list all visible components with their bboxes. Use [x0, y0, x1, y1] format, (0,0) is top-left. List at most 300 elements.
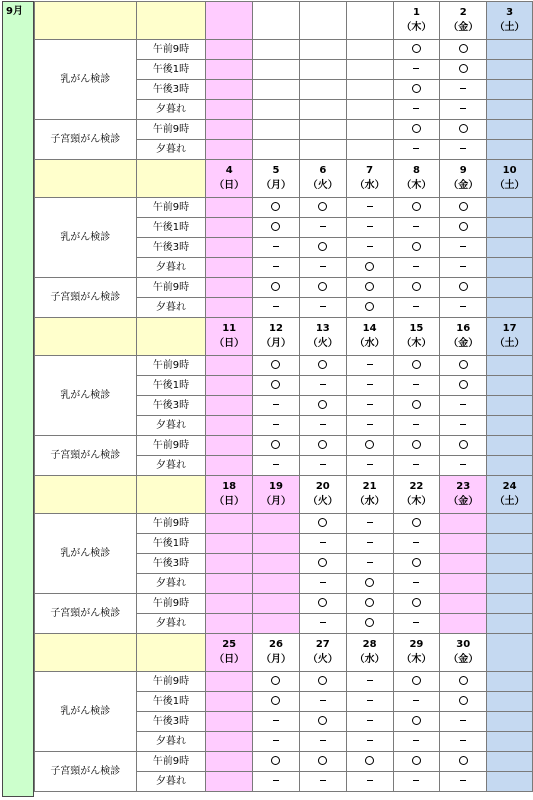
availability-cell: [253, 554, 300, 574]
availability-cell: [393, 258, 440, 278]
unavailable-mark: [320, 622, 326, 623]
exam-name-cell: [35, 198, 137, 278]
available-mark: [459, 222, 468, 231]
table-row: [35, 40, 533, 60]
availability-cell: [299, 356, 346, 376]
availability-cell: [206, 712, 253, 732]
unavailable-mark: [367, 700, 373, 701]
date-cell: [487, 160, 533, 198]
availability-cell: [253, 218, 300, 238]
date-number: 15: [409, 323, 424, 334]
available-mark: [318, 282, 327, 291]
unavailable-mark: [367, 542, 373, 543]
availability-cell: [346, 356, 393, 376]
date-cell: [206, 318, 253, 356]
available-mark: [318, 242, 327, 251]
exam-name-cell: [35, 40, 137, 120]
date-cell: [299, 160, 346, 198]
available-mark: [412, 282, 421, 291]
hdr-exam-cell: [35, 318, 137, 356]
availability-cell: [393, 732, 440, 752]
available-mark: [412, 716, 421, 725]
weekday-label: （水）: [354, 654, 385, 665]
available-mark: [459, 124, 468, 133]
available-mark: [459, 756, 468, 765]
date-number: 3: [506, 7, 514, 18]
weekday-label: （日）: [214, 180, 245, 191]
availability-cell: [299, 534, 346, 554]
date-cell: [299, 476, 346, 514]
availability-cell: [487, 140, 533, 160]
availability-cell: [440, 514, 487, 534]
unavailable-mark: [320, 384, 326, 385]
date-cell: [253, 160, 300, 198]
available-mark: [412, 440, 421, 449]
unavailable-mark: [320, 780, 326, 781]
availability-cell: [393, 712, 440, 732]
availability-cell: [440, 198, 487, 218]
availability-cell: [299, 218, 346, 238]
date-number: 24: [502, 481, 517, 492]
availability-cell: [299, 554, 346, 574]
week-header-row: [35, 634, 533, 672]
time-slot-cell: 夕暮れ: [136, 732, 206, 752]
unavailable-mark: [367, 720, 373, 721]
date-number: 29: [409, 639, 424, 650]
availability-cell: [346, 198, 393, 218]
time-slot-cell: 午後1時: [136, 376, 206, 396]
availability-cell: [346, 514, 393, 534]
availability-cell: [440, 258, 487, 278]
availability-cell: [346, 712, 393, 732]
availability-cell: [206, 692, 253, 712]
availability-cell: [393, 672, 440, 692]
date-cell: [440, 634, 487, 672]
availability-cell: [253, 732, 300, 752]
unavailable-mark: [413, 740, 419, 741]
availability-cell: [393, 278, 440, 298]
available-mark: [412, 756, 421, 765]
date-number: 20: [315, 481, 330, 492]
date-cell: [206, 476, 253, 514]
available-mark: [459, 676, 468, 685]
availability-cell: [440, 574, 487, 594]
date-number: 7: [366, 165, 374, 176]
availability-cell: [253, 772, 300, 792]
unavailable-mark: [273, 404, 279, 405]
unavailable-mark: [320, 424, 326, 425]
available-mark: [365, 598, 374, 607]
available-mark: [271, 440, 280, 449]
available-mark: [412, 242, 421, 251]
availability-cell: [206, 732, 253, 752]
weekday-label: （土）: [494, 22, 525, 33]
availability-cell: [206, 594, 253, 614]
unavailable-mark: [413, 148, 419, 149]
availability-cell: [253, 278, 300, 298]
unavailable-mark: [273, 306, 279, 307]
availability-cell: [253, 456, 300, 476]
availability-cell: [393, 692, 440, 712]
availability-cell: [346, 218, 393, 238]
availability-cell: [393, 100, 440, 120]
availability-cell: [487, 534, 533, 554]
available-mark: [271, 222, 280, 231]
unavailable-mark: [413, 622, 419, 623]
date-number: 6: [319, 165, 327, 176]
time-slot-cell: 午前9時: [136, 356, 206, 376]
availability-cell: [299, 692, 346, 712]
available-mark: [365, 282, 374, 291]
availability-cell: [206, 514, 253, 534]
hdr-exam-cell: [35, 160, 137, 198]
availability-cell: [253, 238, 300, 258]
availability-cell: [253, 534, 300, 554]
availability-cell: [346, 278, 393, 298]
available-mark: [365, 440, 374, 449]
available-mark: [365, 618, 374, 627]
date-number: 12: [269, 323, 283, 334]
availability-cell: [206, 416, 253, 436]
date-cell: [393, 2, 440, 40]
unavailable-mark: [367, 464, 373, 465]
date-cell: [440, 476, 487, 514]
time-slot-cell: 夕暮れ: [136, 772, 206, 792]
availability-cell: [487, 416, 533, 436]
weekday-label: （水）: [354, 496, 385, 507]
availability-cell: [206, 100, 253, 120]
month-column: [2, 1, 34, 797]
availability-cell: [440, 712, 487, 732]
unavailable-mark: [367, 206, 373, 207]
unavailable-mark: [273, 464, 279, 465]
date-cell: [253, 318, 300, 356]
unavailable-mark: [320, 740, 326, 741]
available-mark: [412, 202, 421, 211]
availability-cell: [487, 100, 533, 120]
available-mark: [412, 44, 421, 53]
hdr-slot-cell: [136, 2, 206, 40]
weekday-label: （木）: [401, 22, 432, 33]
date-number: 5: [272, 165, 280, 176]
availability-cell: [346, 732, 393, 752]
table-row: [35, 120, 533, 140]
weekday-label: （日）: [214, 496, 245, 507]
availability-cell: [206, 40, 253, 60]
availability-cell: [440, 60, 487, 80]
hdr-slot-cell: [136, 160, 206, 198]
availability-cell: [253, 436, 300, 456]
unavailable-mark: [367, 384, 373, 385]
time-slot-cell: 夕暮れ: [136, 416, 206, 436]
exam-name-cell: [35, 594, 137, 634]
availability-cell: [346, 140, 393, 160]
availability-cell: [440, 40, 487, 60]
time-slot-cell: 午前9時: [136, 514, 206, 534]
availability-cell: [346, 298, 393, 318]
hdr-exam-cell: [35, 476, 137, 514]
availability-cell: [487, 376, 533, 396]
weekday-label: （金）: [448, 338, 479, 349]
availability-cell: [487, 692, 533, 712]
date-cell: [253, 2, 300, 40]
availability-cell: [346, 436, 393, 456]
unavailable-mark: [320, 226, 326, 227]
availability-cell: [346, 752, 393, 772]
date-number: 11: [222, 323, 237, 334]
availability-cell: [487, 218, 533, 238]
unavailable-mark: [460, 246, 466, 247]
availability-cell: [393, 218, 440, 238]
availability-cell: [393, 120, 440, 140]
availability-cell: [253, 752, 300, 772]
availability-cell: [299, 258, 346, 278]
time-slot-cell: 午後3時: [136, 238, 206, 258]
availability-cell: [440, 752, 487, 772]
unavailable-mark: [367, 522, 373, 523]
unavailable-mark: [460, 740, 466, 741]
week-header-row: [35, 2, 533, 40]
availability-cell: [487, 198, 533, 218]
date-cell: [346, 476, 393, 514]
availability-cell: [393, 574, 440, 594]
weekday-label: （月）: [260, 496, 291, 507]
availability-cell: [206, 198, 253, 218]
hdr-exam-cell: [35, 2, 137, 40]
date-cell: [440, 2, 487, 40]
available-mark: [459, 64, 468, 73]
availability-cell: [487, 60, 533, 80]
time-slot-cell: 午後3時: [136, 396, 206, 416]
time-slot-cell: 午前9時: [136, 198, 206, 218]
available-mark: [412, 598, 421, 607]
weekday-label: （日）: [214, 654, 245, 665]
availability-cell: [440, 238, 487, 258]
availability-cell: [440, 772, 487, 792]
availability-cell: [206, 258, 253, 278]
available-mark: [271, 380, 280, 389]
availability-cell: [440, 594, 487, 614]
availability-cell: [253, 60, 300, 80]
availability-cell: [440, 356, 487, 376]
available-mark: [412, 518, 421, 527]
availability-cell: [299, 40, 346, 60]
exam-name-cell: [35, 120, 137, 160]
table-row: [35, 356, 533, 376]
availability-cell: [253, 198, 300, 218]
time-slot-cell: 午後3時: [136, 80, 206, 100]
availability-cell: [440, 100, 487, 120]
available-mark: [459, 380, 468, 389]
date-cell: [346, 160, 393, 198]
date-number: 17: [502, 323, 517, 334]
date-cell: [487, 2, 533, 40]
availability-cell: [440, 140, 487, 160]
available-mark: [459, 44, 468, 53]
available-mark: [365, 302, 374, 311]
availability-cell: [206, 534, 253, 554]
availability-cell: [299, 772, 346, 792]
date-number: 21: [362, 481, 377, 492]
availability-cell: [206, 772, 253, 792]
week-header-row: [35, 160, 533, 198]
time-slot-cell: 午前9時: [136, 120, 206, 140]
available-mark: [318, 756, 327, 765]
date-cell: [440, 318, 487, 356]
weekday-label: （金）: [448, 496, 479, 507]
date-number: 9: [459, 165, 467, 176]
availability-cell: [206, 574, 253, 594]
availability-cell: [299, 436, 346, 456]
unavailable-mark: [413, 700, 419, 701]
table-row: [35, 594, 533, 614]
availability-cell: [299, 140, 346, 160]
table-row: [35, 672, 533, 692]
availability-cell: [253, 356, 300, 376]
unavailable-mark: [413, 464, 419, 465]
hdr-slot-cell: [136, 634, 206, 672]
availability-cell: [206, 376, 253, 396]
availability-cell: [299, 100, 346, 120]
availability-cell: [487, 772, 533, 792]
exam-name: 子宮頸がん検診: [50, 133, 121, 145]
availability-cell: [253, 396, 300, 416]
time-slot-cell: 午後1時: [136, 534, 206, 554]
availability-cell: [393, 60, 440, 80]
availability-cell: [393, 614, 440, 634]
availability-cell: [393, 298, 440, 318]
unavailable-mark: [367, 780, 373, 781]
date-number: 26: [269, 639, 283, 650]
date-number: 8: [412, 165, 420, 176]
date-number: 30: [456, 639, 471, 650]
date-cell: [393, 160, 440, 198]
time-slot-cell: 夕暮れ: [136, 140, 206, 160]
time-slot-cell: 午後1時: [136, 692, 206, 712]
unavailable-mark: [320, 266, 326, 267]
availability-cell: [393, 140, 440, 160]
availability-cell: [440, 456, 487, 476]
unavailable-mark: [460, 720, 466, 721]
availability-cell: [253, 40, 300, 60]
time-slot-cell: 午前9時: [136, 594, 206, 614]
date-cell: [253, 476, 300, 514]
weekday-label: （金）: [448, 22, 479, 33]
date-cell: [206, 160, 253, 198]
availability-cell: [440, 120, 487, 140]
time-slot-cell: 午前9時: [136, 672, 206, 692]
date-cell: [299, 634, 346, 672]
available-mark: [318, 440, 327, 449]
week-header-row: [35, 476, 533, 514]
availability-cell: [299, 712, 346, 732]
availability-cell: [346, 456, 393, 476]
availability-cell: [206, 672, 253, 692]
availability-cell: [487, 278, 533, 298]
date-number: 4: [225, 165, 233, 176]
date-number: 28: [362, 639, 377, 650]
date-cell: [440, 160, 487, 198]
date-cell: [206, 2, 253, 40]
availability-cell: [253, 672, 300, 692]
availability-cell: [440, 554, 487, 574]
unavailable-mark: [413, 384, 419, 385]
available-mark: [365, 578, 374, 587]
available-mark: [412, 360, 421, 369]
available-mark: [318, 716, 327, 725]
availability-cell: [299, 298, 346, 318]
date-cell: [487, 634, 533, 672]
availability-cell: [346, 258, 393, 278]
availability-cell: [299, 278, 346, 298]
availability-cell: [299, 60, 346, 80]
availability-cell: [440, 218, 487, 238]
unavailable-mark: [413, 68, 419, 69]
available-mark: [271, 282, 280, 291]
weekday-label: （日）: [214, 338, 245, 349]
availability-cell: [393, 238, 440, 258]
available-mark: [459, 282, 468, 291]
weekday-label: （水）: [354, 338, 385, 349]
availability-cell: [206, 436, 253, 456]
availability-cell: [487, 436, 533, 456]
availability-cell: [440, 436, 487, 456]
time-slot-cell: 午前9時: [136, 436, 206, 456]
weekday-label: （土）: [494, 180, 525, 191]
date-number: 16: [456, 323, 471, 334]
time-slot-cell: 午後1時: [136, 60, 206, 80]
week-header-row: [35, 318, 533, 356]
availability-cell: [299, 238, 346, 258]
unavailable-mark: [413, 226, 419, 227]
available-mark: [318, 598, 327, 607]
unavailable-mark: [413, 108, 419, 109]
date-number: 19: [269, 481, 283, 492]
availability-cell: [346, 554, 393, 574]
date-cell: [346, 634, 393, 672]
unavailable-mark: [413, 306, 419, 307]
availability-cell: [487, 298, 533, 318]
time-slot-cell: 午前9時: [136, 40, 206, 60]
availability-cell: [440, 376, 487, 396]
availability-cell: [346, 534, 393, 554]
hdr-slot-cell: [136, 318, 206, 356]
unavailable-mark: [413, 542, 419, 543]
unavailable-mark: [413, 780, 419, 781]
unavailable-mark: [367, 424, 373, 425]
unavailable-mark: [273, 720, 279, 721]
weekday-label: （月）: [260, 180, 291, 191]
table-row: [35, 278, 533, 298]
weekday-label: （月）: [260, 654, 291, 665]
unavailable-mark: [460, 148, 466, 149]
availability-cell: [206, 120, 253, 140]
availability-cell: [393, 416, 440, 436]
availability-cell: [393, 752, 440, 772]
availability-cell: [440, 732, 487, 752]
unavailable-mark: [460, 266, 466, 267]
weekday-label: （金）: [448, 180, 479, 191]
availability-cell: [253, 416, 300, 436]
date-cell: [346, 2, 393, 40]
availability-cell: [253, 100, 300, 120]
availability-cell: [487, 456, 533, 476]
available-mark: [318, 676, 327, 685]
unavailable-mark: [460, 404, 466, 405]
exam-name: 乳がん検診: [60, 389, 111, 401]
available-mark: [412, 84, 421, 93]
date-number: 13: [315, 323, 330, 334]
